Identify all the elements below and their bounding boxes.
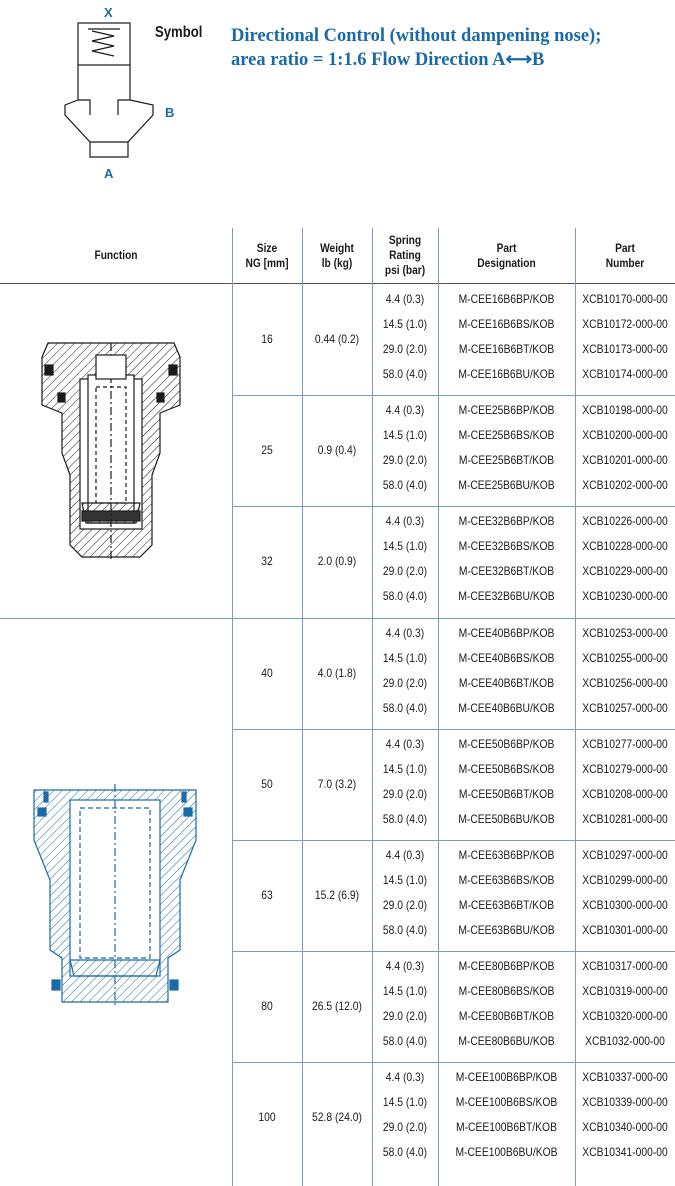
table-rule bbox=[372, 228, 373, 1186]
header-part-number: Part Number bbox=[605, 240, 645, 270]
symbol-port-a: A bbox=[104, 166, 114, 181]
part-number-cell: XCB10174-000-00 bbox=[582, 367, 668, 381]
header-function: Function bbox=[94, 248, 138, 262]
table-rule bbox=[232, 1062, 675, 1063]
header-part-designation: Part Designation bbox=[477, 240, 536, 270]
spring-rating-cell: 29.0 (2.0) bbox=[382, 564, 428, 578]
part-number-cell: XCB10297-000-00 bbox=[582, 848, 668, 862]
spring-rating-cell: 4.4 (0.3) bbox=[385, 292, 425, 306]
header-size: Size NG [mm] bbox=[245, 240, 289, 270]
part-number-cell: XCB10170-000-00 bbox=[582, 292, 668, 306]
header-weight: Weight lb (kg) bbox=[320, 240, 354, 270]
size-cell: 16 bbox=[261, 331, 273, 346]
part-designation-cell: M-CEE16B6BP/KOB bbox=[458, 292, 555, 306]
part-number-cell: XCB10319-000-00 bbox=[582, 984, 668, 998]
part-designation-cell: M-CEE63B6BS/KOB bbox=[458, 873, 555, 887]
spring-rating-cell: 29.0 (2.0) bbox=[382, 898, 428, 912]
part-designation-cell: M-CEE32B6BU/KOB bbox=[458, 589, 555, 603]
part-designation-cell: M-CEE100B6BS/KOB bbox=[455, 1095, 558, 1109]
part-designation-cell: M-CEE63B6BU/KOB bbox=[458, 923, 555, 937]
part-number-cell: XCB10172-000-00 bbox=[582, 317, 668, 331]
part-number-cell: XCB10202-000-00 bbox=[582, 478, 668, 492]
part-designation-cell: M-CEE63B6BP/KOB bbox=[458, 848, 555, 862]
size-cell: 63 bbox=[261, 887, 273, 902]
part-number-cell: XCB10339-000-00 bbox=[582, 1095, 668, 1109]
part-designation-cell: M-CEE16B6BU/KOB bbox=[458, 367, 555, 381]
part-number-cell: XCB10300-000-00 bbox=[582, 898, 668, 912]
part-designation-cell: M-CEE40B6BT/KOB bbox=[458, 676, 555, 690]
spring-rating-cell: 14.5 (1.0) bbox=[382, 539, 428, 553]
part-designation-cell: M-CEE16B6BT/KOB bbox=[458, 342, 555, 356]
spring-rating-cell: 29.0 (2.0) bbox=[382, 1009, 428, 1023]
part-designation-cell: M-CEE80B6BP/KOB bbox=[458, 959, 555, 973]
part-designation-cell: M-CEE80B6BU/KOB bbox=[458, 1034, 555, 1048]
spring-rating-cell: 4.4 (0.3) bbox=[385, 626, 425, 640]
part-number-cell: XCB10201-000-00 bbox=[582, 453, 668, 467]
table-rule bbox=[438, 228, 439, 1186]
spring-rating-cell: 58.0 (4.0) bbox=[382, 1034, 428, 1048]
weight-cell: 7.0 (3.2) bbox=[317, 776, 357, 791]
table-rule bbox=[0, 283, 675, 284]
part-designation-cell: M-CEE32B6BT/KOB bbox=[458, 564, 555, 578]
part-number-cell: XCB10230-000-00 bbox=[582, 589, 668, 603]
table-rule bbox=[302, 228, 303, 1186]
part-designation-cell: M-CEE63B6BT/KOB bbox=[458, 898, 555, 912]
part-designation-cell: M-CEE50B6BP/KOB bbox=[458, 737, 555, 751]
symbol-label: Symbol bbox=[155, 24, 203, 41]
table-rule bbox=[232, 840, 675, 841]
weight-cell: 0.9 (0.4) bbox=[317, 442, 357, 457]
size-cell: 80 bbox=[261, 998, 273, 1013]
spring-rating-cell: 4.4 (0.3) bbox=[385, 403, 425, 417]
part-number-cell: XCB10257-000-00 bbox=[582, 701, 668, 715]
part-number-cell: XCB10299-000-00 bbox=[582, 873, 668, 887]
spring-rating-cell: 4.4 (0.3) bbox=[385, 848, 425, 862]
size-cell: 100 bbox=[258, 1109, 276, 1124]
table-rule bbox=[0, 618, 675, 619]
weight-cell: 0.44 (0.2) bbox=[314, 331, 360, 346]
spring-rating-cell: 14.5 (1.0) bbox=[382, 873, 428, 887]
spring-rating-cell: 14.5 (1.0) bbox=[382, 984, 428, 998]
table-rule bbox=[575, 228, 576, 1186]
part-designation-cell: M-CEE25B6BU/KOB bbox=[458, 478, 555, 492]
spring-rating-cell: 29.0 (2.0) bbox=[382, 787, 428, 801]
weight-cell: 15.2 (6.9) bbox=[314, 887, 360, 902]
part-number-cell: XCB10255-000-00 bbox=[582, 651, 668, 665]
part-designation-cell: M-CEE40B6BU/KOB bbox=[458, 701, 555, 715]
spring-rating-cell: 4.4 (0.3) bbox=[385, 959, 425, 973]
cartridge-cross-section-blue-icon bbox=[30, 780, 200, 1010]
symbol-port-x: X bbox=[104, 5, 113, 20]
part-designation-cell: M-CEE25B6BP/KOB bbox=[458, 403, 555, 417]
table-header bbox=[0, 228, 675, 283]
part-designation-cell: M-CEE40B6BP/KOB bbox=[458, 626, 555, 640]
part-number-cell: XCB10200-000-00 bbox=[582, 428, 668, 442]
spring-rating-cell: 14.5 (1.0) bbox=[382, 428, 428, 442]
part-number-cell: XCB10277-000-00 bbox=[582, 737, 668, 751]
part-designation-cell: M-CEE50B6BS/KOB bbox=[458, 762, 555, 776]
part-number-cell: XCB10341-000-00 bbox=[582, 1145, 668, 1159]
part-designation-cell: M-CEE16B6BS/KOB bbox=[458, 317, 555, 331]
part-designation-cell: M-CEE100B6BP/KOB bbox=[455, 1070, 558, 1084]
part-number-cell: XCB10173-000-00 bbox=[582, 342, 668, 356]
spring-rating-cell: 14.5 (1.0) bbox=[382, 762, 428, 776]
weight-cell: 2.0 (0.9) bbox=[317, 553, 357, 568]
title-line-1: Directional Control (without dampening nose); bbox=[231, 26, 602, 46]
table-rule bbox=[232, 228, 233, 1186]
part-number-cell: XCB10208-000-00 bbox=[582, 787, 668, 801]
part-designation-cell: M-CEE100B6BU/KOB bbox=[455, 1145, 558, 1159]
title-line-2: area ratio = 1:1.6 Flow Direction A⟷B bbox=[231, 50, 545, 70]
part-number-cell: XCB10279-000-00 bbox=[582, 762, 668, 776]
spring-rating-cell: 29.0 (2.0) bbox=[382, 1120, 428, 1134]
part-number-cell: XCB10317-000-00 bbox=[582, 959, 668, 973]
part-designation-cell: M-CEE50B6BU/KOB bbox=[458, 812, 555, 826]
symbol-port-b: B bbox=[165, 105, 175, 120]
spring-rating-cell: 58.0 (4.0) bbox=[382, 367, 428, 381]
part-number-cell: XCB1032-000-00 bbox=[585, 1034, 665, 1048]
spring-rating-cell: 4.4 (0.3) bbox=[385, 514, 425, 528]
weight-cell: 26.5 (12.0) bbox=[312, 998, 362, 1013]
part-designation-cell: M-CEE50B6BT/KOB bbox=[458, 787, 555, 801]
part-number-cell: XCB10340-000-00 bbox=[582, 1120, 668, 1134]
header-spring-rating: Spring Rating psi (bar) bbox=[384, 233, 426, 277]
part-designation-cell: M-CEE80B6BT/KOB bbox=[458, 1009, 555, 1023]
spring-rating-cell: 58.0 (4.0) bbox=[382, 1145, 428, 1159]
table-rule bbox=[232, 506, 675, 507]
spring-rating-cell: 58.0 (4.0) bbox=[382, 589, 428, 603]
part-designation-cell: M-CEE40B6BS/KOB bbox=[458, 651, 555, 665]
part-number-cell: XCB10198-000-00 bbox=[582, 403, 668, 417]
spring-rating-cell: 58.0 (4.0) bbox=[382, 923, 428, 937]
part-number-cell: XCB10337-000-00 bbox=[582, 1070, 668, 1084]
cartridge-cross-section-icon bbox=[40, 335, 182, 565]
part-designation-cell: M-CEE80B6BS/KOB bbox=[458, 984, 555, 998]
part-number-cell: XCB10253-000-00 bbox=[582, 626, 668, 640]
weight-cell: 4.0 (1.8) bbox=[317, 665, 357, 680]
spring-rating-cell: 14.5 (1.0) bbox=[382, 317, 428, 331]
size-cell: 50 bbox=[261, 776, 273, 791]
size-cell: 25 bbox=[261, 442, 273, 457]
spring-rating-cell: 29.0 (2.0) bbox=[382, 453, 428, 467]
table-rule bbox=[232, 951, 675, 952]
spring-rating-cell: 58.0 (4.0) bbox=[382, 701, 428, 715]
table-rule bbox=[232, 729, 675, 730]
spring-rating-cell: 58.0 (4.0) bbox=[382, 478, 428, 492]
part-number-cell: XCB10229-000-00 bbox=[582, 564, 668, 578]
spring-rating-cell: 58.0 (4.0) bbox=[382, 812, 428, 826]
spring-rating-cell: 14.5 (1.0) bbox=[382, 651, 428, 665]
part-number-cell: XCB10228-000-00 bbox=[582, 539, 668, 553]
page-title bbox=[231, 24, 671, 72]
spring-rating-cell: 4.4 (0.3) bbox=[385, 737, 425, 751]
table-rule bbox=[232, 395, 675, 396]
part-number-cell: XCB10320-000-00 bbox=[582, 1009, 668, 1023]
spring-rating-cell: 29.0 (2.0) bbox=[382, 676, 428, 690]
size-cell: 32 bbox=[261, 553, 273, 568]
spring-rating-cell: 29.0 (2.0) bbox=[382, 342, 428, 356]
size-cell: 40 bbox=[261, 665, 273, 680]
spring-rating-cell: 4.4 (0.3) bbox=[385, 1070, 425, 1084]
part-designation-cell: M-CEE32B6BP/KOB bbox=[458, 514, 555, 528]
part-designation-cell: M-CEE32B6BS/KOB bbox=[458, 539, 555, 553]
part-designation-cell: M-CEE25B6BS/KOB bbox=[458, 428, 555, 442]
part-number-cell: XCB10301-000-00 bbox=[582, 923, 668, 937]
spring-rating-cell: 14.5 (1.0) bbox=[382, 1095, 428, 1109]
part-designation-cell: M-CEE25B6BT/KOB bbox=[458, 453, 555, 467]
part-number-cell: XCB10256-000-00 bbox=[582, 676, 668, 690]
weight-cell: 52.8 (24.0) bbox=[312, 1109, 362, 1124]
part-number-cell: XCB10226-000-00 bbox=[582, 514, 668, 528]
part-designation-cell: M-CEE100B6BT/KOB bbox=[456, 1120, 557, 1134]
part-number-cell: XCB10281-000-00 bbox=[582, 812, 668, 826]
